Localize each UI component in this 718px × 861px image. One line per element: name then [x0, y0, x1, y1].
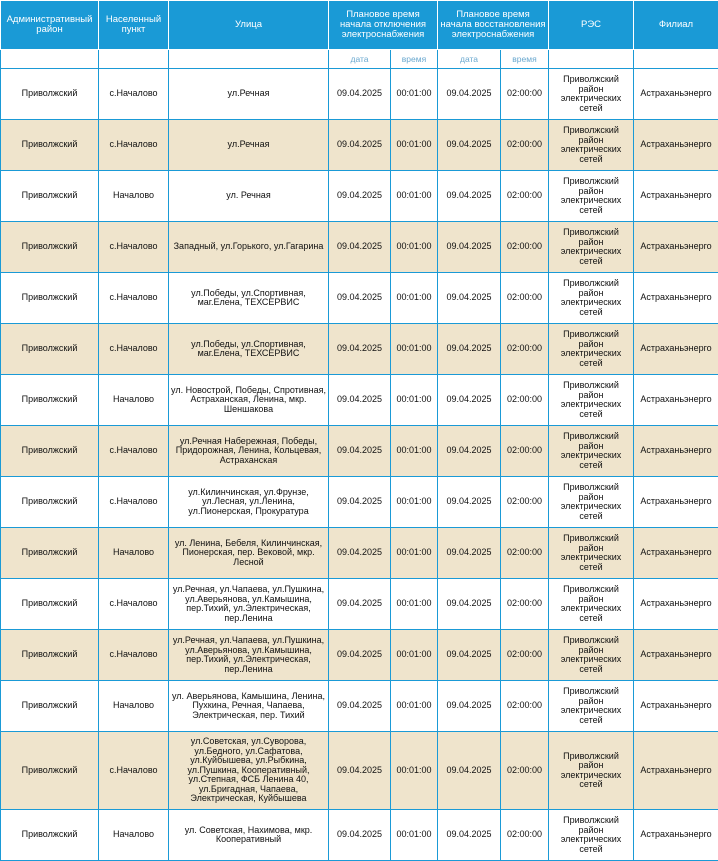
- cell-on-time: 02:00:00: [501, 375, 549, 426]
- table-row: [1, 528, 718, 579]
- table-row: [1, 681, 718, 732]
- cell-on-date: 09.04.2025: [438, 732, 501, 810]
- cell-on-time: 02:00:00: [501, 171, 549, 222]
- cell-district: Приволжский: [1, 273, 99, 324]
- cell-settlement: с.Началово: [99, 273, 169, 324]
- cell-on-date: 09.04.2025: [438, 324, 501, 375]
- header-on-time: Плановое время начала восстановления электроснабжения: [438, 1, 549, 50]
- cell-off-date: 09.04.2025: [329, 630, 391, 681]
- cell-res: Приволжский район электрических сетей: [549, 732, 634, 810]
- cell-res: Приволжский район электрических сетей: [549, 579, 634, 630]
- table-row: [1, 426, 718, 477]
- cell-street: ул. Советская, Нахимова, мкр. Кооперативный: [169, 810, 329, 861]
- cell-district: Приволжский: [1, 528, 99, 579]
- cell-settlement: с.Началово: [99, 426, 169, 477]
- cell-res: Приволжский район электрических сетей: [549, 528, 634, 579]
- header-res: РЭС: [549, 1, 634, 50]
- cell-res: Приволжский район электрических сетей: [549, 273, 634, 324]
- cell-district: Приволжский: [1, 810, 99, 861]
- cell-district: Приволжский: [1, 732, 99, 810]
- cell-off-date: 09.04.2025: [329, 324, 391, 375]
- cell-street: ул.Килинчинская, ул.Фрунзе, ул.Лесная, ул.Ленина, ул.Пионерская, Прокуратура: [169, 477, 329, 528]
- cell-branch: Астраханьэнерго: [634, 426, 718, 477]
- table-row: [1, 69, 718, 120]
- cell-settlement: с.Началово: [99, 630, 169, 681]
- cell-branch: Астраханьэнерго: [634, 375, 718, 426]
- cell-off-time: 00:01:00: [391, 630, 438, 681]
- table-row: [1, 222, 718, 273]
- table-body: [1, 69, 718, 861]
- cell-on-time: 02:00:00: [501, 273, 549, 324]
- cell-district: Приволжский: [1, 222, 99, 273]
- cell-off-date: 09.04.2025: [329, 120, 391, 171]
- cell-off-time: 00:01:00: [391, 426, 438, 477]
- cell-off-time: 00:01:00: [391, 375, 438, 426]
- cell-off-date: 09.04.2025: [329, 375, 391, 426]
- cell-off-date: 09.04.2025: [329, 69, 391, 120]
- cell-off-time: 00:01:00: [391, 69, 438, 120]
- cell-district: Приволжский: [1, 171, 99, 222]
- cell-street: ул. Новострой, Победы, Спротивная, Астраханская, Ленина, мкр. Шеншакова: [169, 375, 329, 426]
- cell-settlement: Началово: [99, 171, 169, 222]
- cell-on-time: 02:00:00: [501, 810, 549, 861]
- cell-on-time: 02:00:00: [501, 681, 549, 732]
- cell-branch: Астраханьэнерго: [634, 579, 718, 630]
- cell-settlement: Началово: [99, 528, 169, 579]
- cell-settlement: Началово: [99, 681, 169, 732]
- cell-on-time: 02:00:00: [501, 324, 549, 375]
- cell-res: Приволжский район электрических сетей: [549, 375, 634, 426]
- cell-district: Приволжский: [1, 477, 99, 528]
- cell-settlement: с.Началово: [99, 120, 169, 171]
- cell-off-time: 00:01:00: [391, 120, 438, 171]
- cell-off-date: 09.04.2025: [329, 426, 391, 477]
- cell-branch: Астраханьэнерго: [634, 681, 718, 732]
- cell-street: ул.Речная Набережная, Победы, Придорожная, Ленина, Кольцевая, Астраханская: [169, 426, 329, 477]
- cell-branch: Астраханьэнерго: [634, 69, 718, 120]
- cell-off-date: 09.04.2025: [329, 681, 391, 732]
- cell-street: ул. Ленина, Бебеля, Килинчинская, Пионерская, пер. Вековой, мкр. Лесной: [169, 528, 329, 579]
- cell-settlement: с.Началово: [99, 69, 169, 120]
- cell-on-date: 09.04.2025: [438, 810, 501, 861]
- cell-branch: Астраханьэнерго: [634, 120, 718, 171]
- header-settlement: Населенный пункт: [99, 1, 169, 50]
- cell-branch: Астраханьэнерго: [634, 324, 718, 375]
- cell-street: ул.Речная: [169, 69, 329, 120]
- header-row: [1, 1, 718, 50]
- cell-res: Приволжский район электрических сетей: [549, 630, 634, 681]
- subheader-off-date: дата: [329, 50, 391, 69]
- cell-on-date: 09.04.2025: [438, 528, 501, 579]
- cell-off-date: 09.04.2025: [329, 477, 391, 528]
- cell-on-date: 09.04.2025: [438, 630, 501, 681]
- cell-street: ул.Победы, ул.Спортивная, маг.Елена, ТЕХСЕРВИС: [169, 324, 329, 375]
- cell-on-date: 09.04.2025: [438, 681, 501, 732]
- header-off-time: Плановое время начала отключения электроснабжения: [329, 1, 438, 50]
- cell-on-time: 02:00:00: [501, 222, 549, 273]
- cell-settlement: с.Началово: [99, 732, 169, 810]
- cell-settlement: с.Началово: [99, 579, 169, 630]
- cell-street: ул.Победы, ул.Спортивная, маг.Елена, ТЕХСЕРВИС: [169, 273, 329, 324]
- header-branch: Филиал: [634, 1, 718, 50]
- cell-off-date: 09.04.2025: [329, 579, 391, 630]
- cell-branch: Астраханьэнерго: [634, 273, 718, 324]
- cell-branch: Астраханьэнерго: [634, 630, 718, 681]
- cell-res: Приволжский район электрических сетей: [549, 681, 634, 732]
- table-row: [1, 273, 718, 324]
- cell-off-date: 09.04.2025: [329, 732, 391, 810]
- cell-on-date: 09.04.2025: [438, 69, 501, 120]
- cell-branch: Астраханьэнерго: [634, 171, 718, 222]
- cell-branch: Астраханьэнерго: [634, 528, 718, 579]
- table-row: [1, 375, 718, 426]
- subheader-empty: [549, 50, 634, 69]
- cell-street: ул.Речная, ул.Чапаева, ул.Пушкина, ул.Аверьянова, ул.Камышина, пер.Тихий, ул.Электрическая, пер.Ленина: [169, 630, 329, 681]
- cell-off-time: 00:01:00: [391, 732, 438, 810]
- cell-off-date: 09.04.2025: [329, 528, 391, 579]
- cell-district: Приволжский: [1, 69, 99, 120]
- cell-on-date: 09.04.2025: [438, 375, 501, 426]
- cell-off-time: 00:01:00: [391, 810, 438, 861]
- table-row: [1, 477, 718, 528]
- table-row: [1, 324, 718, 375]
- cell-res: Приволжский район электрических сетей: [549, 810, 634, 861]
- cell-on-date: 09.04.2025: [438, 171, 501, 222]
- cell-off-time: 00:01:00: [391, 681, 438, 732]
- cell-on-time: 02:00:00: [501, 120, 549, 171]
- cell-on-date: 09.04.2025: [438, 120, 501, 171]
- subheader-on-date: дата: [438, 50, 501, 69]
- cell-res: Приволжский район электрических сетей: [549, 477, 634, 528]
- cell-res: Приволжский район электрических сетей: [549, 69, 634, 120]
- cell-settlement: с.Началово: [99, 324, 169, 375]
- cell-on-time: 02:00:00: [501, 630, 549, 681]
- cell-off-time: 00:01:00: [391, 222, 438, 273]
- cell-settlement: Началово: [99, 810, 169, 861]
- cell-off-date: 09.04.2025: [329, 810, 391, 861]
- cell-branch: Астраханьэнерго: [634, 222, 718, 273]
- cell-street: ул.Советская, ул.Суворова, ул.Бедного, ул.Сафатова, ул.Куйбышева, ул.Рыбкина, ул.Пушкина, Кооперативный, ул.Степная, ФСБ Ленина 40, ул.Бригадная, Чапаева, Электрическая, Куйбышева: [169, 732, 329, 810]
- cell-on-time: 02:00:00: [501, 69, 549, 120]
- cell-district: Приволжский: [1, 426, 99, 477]
- cell-district: Приволжский: [1, 579, 99, 630]
- cell-on-date: 09.04.2025: [438, 477, 501, 528]
- cell-district: Приволжский: [1, 375, 99, 426]
- cell-street: ул.Речная: [169, 120, 329, 171]
- subheader-row: [1, 50, 718, 69]
- subheader-empty: [99, 50, 169, 69]
- cell-off-date: 09.04.2025: [329, 171, 391, 222]
- cell-on-date: 09.04.2025: [438, 273, 501, 324]
- cell-street: ул.Речная, ул.Чапаева, ул.Пушкина, ул.Аверьянова, ул.Камышина, пер.Тихий, ул.Электрическая, пер.Ленина: [169, 579, 329, 630]
- cell-district: Приволжский: [1, 630, 99, 681]
- cell-street: Западный, ул.Горького, ул.Гагарина: [169, 222, 329, 273]
- cell-on-date: 09.04.2025: [438, 426, 501, 477]
- subheader-empty: [634, 50, 718, 69]
- cell-district: Приволжский: [1, 324, 99, 375]
- subheader-empty: [1, 50, 99, 69]
- cell-on-time: 02:00:00: [501, 732, 549, 810]
- cell-district: Приволжский: [1, 120, 99, 171]
- cell-off-time: 00:01:00: [391, 171, 438, 222]
- cell-settlement: Началово: [99, 375, 169, 426]
- table-row: [1, 732, 718, 810]
- cell-off-time: 00:01:00: [391, 579, 438, 630]
- table-row: [1, 171, 718, 222]
- cell-on-date: 09.04.2025: [438, 579, 501, 630]
- cell-off-time: 00:01:00: [391, 528, 438, 579]
- cell-on-time: 02:00:00: [501, 477, 549, 528]
- cell-res: Приволжский район электрических сетей: [549, 171, 634, 222]
- cell-settlement: с.Началово: [99, 222, 169, 273]
- cell-res: Приволжский район электрических сетей: [549, 120, 634, 171]
- cell-off-date: 09.04.2025: [329, 222, 391, 273]
- cell-district: Приволжский: [1, 681, 99, 732]
- cell-street: ул. Аверьянова, Камышина, Ленина, Пухкина, Речная, Чапаева, Электрическая, пер. Тихий: [169, 681, 329, 732]
- cell-res: Приволжский район электрических сетей: [549, 426, 634, 477]
- cell-off-date: 09.04.2025: [329, 273, 391, 324]
- cell-res: Приволжский район электрических сетей: [549, 324, 634, 375]
- cell-off-time: 00:01:00: [391, 273, 438, 324]
- cell-off-time: 00:01:00: [391, 324, 438, 375]
- header-district: Административный район: [1, 1, 99, 50]
- cell-on-time: 02:00:00: [501, 579, 549, 630]
- cell-branch: Астраханьэнерго: [634, 477, 718, 528]
- cell-off-time: 00:01:00: [391, 477, 438, 528]
- cell-street: ул. Речная: [169, 171, 329, 222]
- cell-branch: Астраханьэнерго: [634, 810, 718, 861]
- subheader-on-time: время: [501, 50, 549, 69]
- table-row: [1, 579, 718, 630]
- header-street: Улица: [169, 1, 329, 50]
- table-row: [1, 630, 718, 681]
- table-row: [1, 810, 718, 861]
- cell-res: Приволжский район электрических сетей: [549, 222, 634, 273]
- table-row: [1, 120, 718, 171]
- cell-settlement: с.Началово: [99, 477, 169, 528]
- cell-on-time: 02:00:00: [501, 528, 549, 579]
- cell-on-date: 09.04.2025: [438, 222, 501, 273]
- subheader-empty: [169, 50, 329, 69]
- subheader-off-time: время: [391, 50, 438, 69]
- cell-branch: Астраханьэнерго: [634, 732, 718, 810]
- cell-on-time: 02:00:00: [501, 426, 549, 477]
